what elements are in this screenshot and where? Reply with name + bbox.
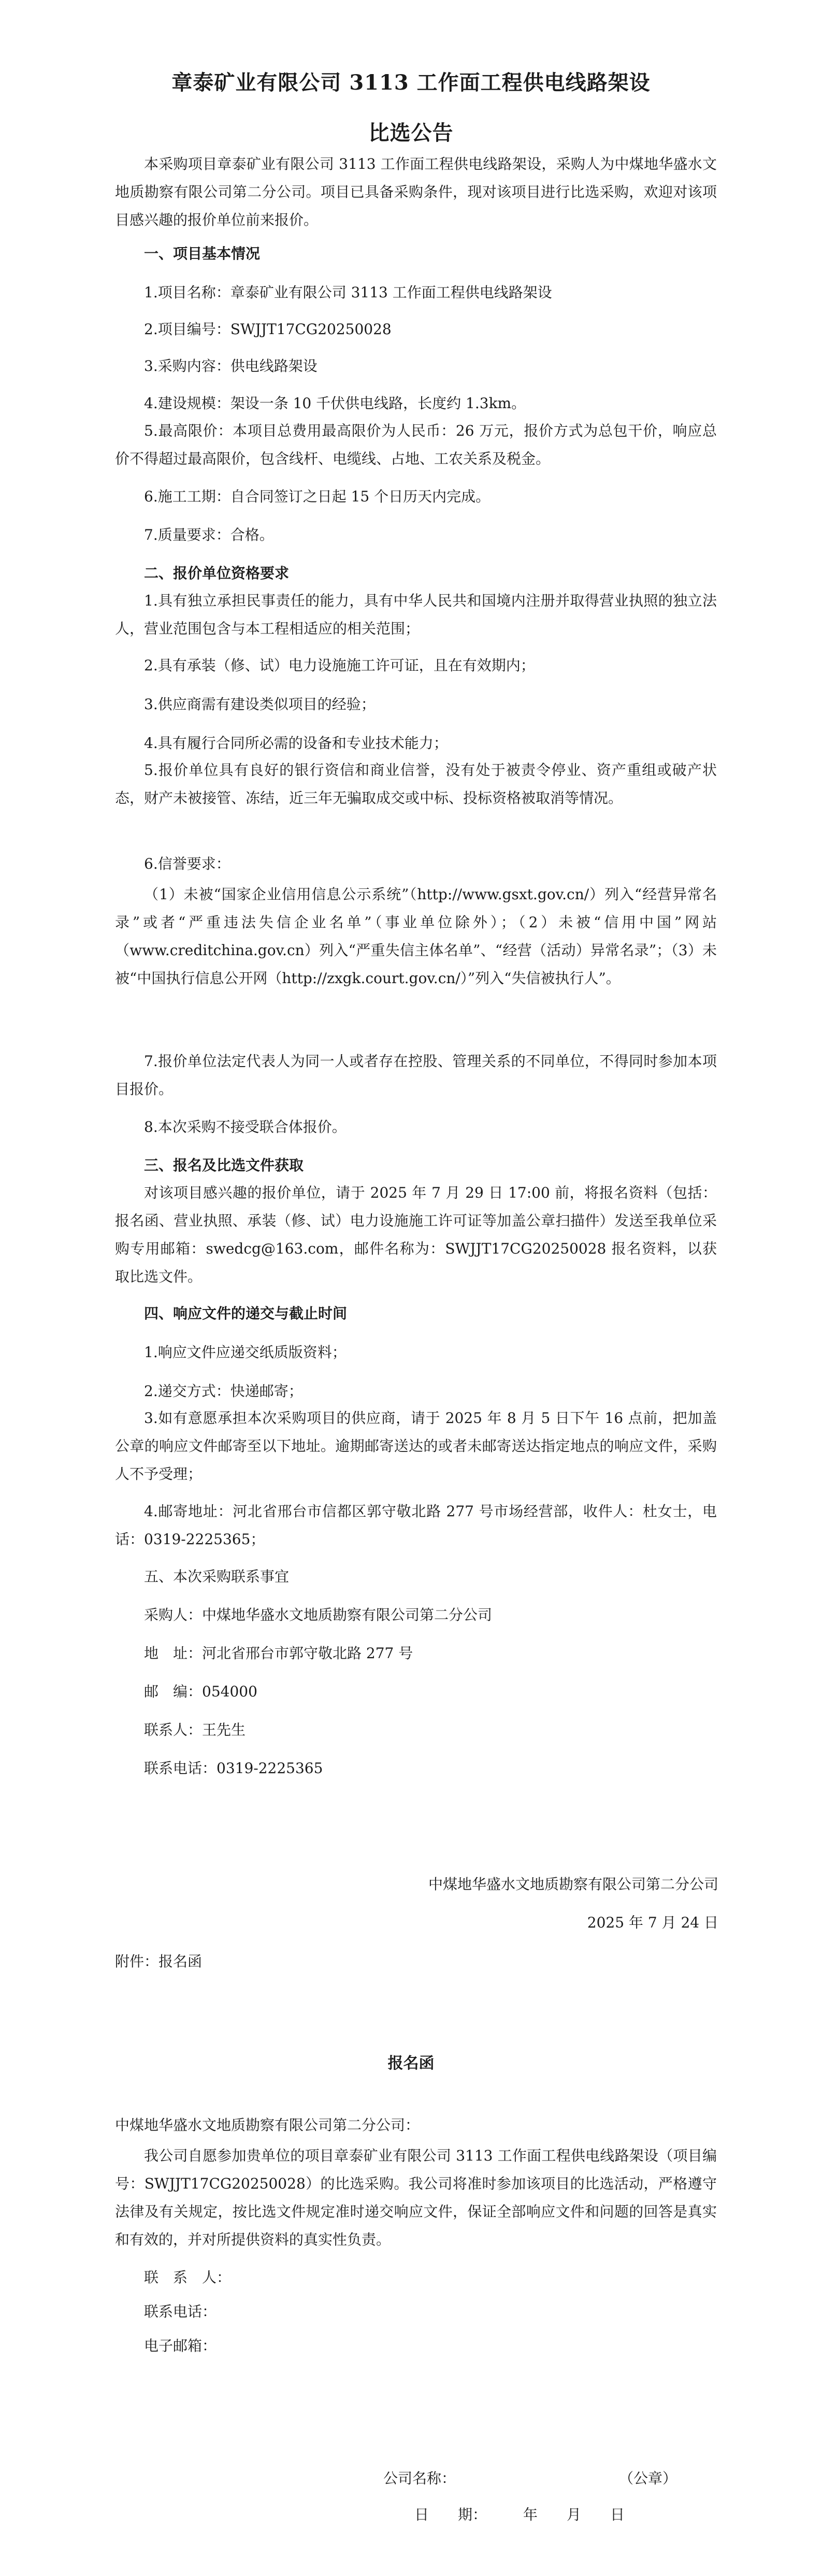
item-project-number: 2.项目编号：SWJJT17CG20250028 — [144, 321, 392, 338]
submission-3: 3.如有意愿承担本次采购项目的供应商，请于 2025 年 8 月 5 日下午 16 点前，把加盖公章的响应文件邮寄至以下地址。逾期邮寄送达的或者未邮寄送达指定地点的响应文件，采购人不予受理； — [115, 1409, 717, 1483]
section-1-heading: 一、项目基本情况 — [144, 245, 261, 262]
signature-date: 2025 年 7 月 24 日 — [587, 1914, 718, 1931]
item-procurement-content: 3.采购内容：供电线路架设 — [144, 357, 318, 375]
signature-organization: 中煤地华盛水文地质勘察有限公司第二分公司 — [428, 1876, 718, 1893]
section-5-heading: 五、本次采购联系事宜 — [144, 1568, 290, 1585]
qualification-4: 4.具有履行合同所必需的设备和专业技术能力； — [144, 735, 448, 752]
contact-buyer: 采购人：中煤地华盛水文地质勘察有限公司第二分公司 — [144, 1606, 493, 1623]
form-company-label: 公司名称： — [383, 2470, 456, 2487]
contact-person: 联系人：王先生 — [144, 1721, 246, 1738]
credit-requirement-detail: （1）未被“国家企业信用信息公示系统”（http://www.gsxt.gov.cn/）列入“经营异常名录”或者“严重违法失信企业名单”（事业单位除外）；（2）未被“信用中国”网站（www.creditchina.gov.cn）列入“严重失信主体名单”、“经营（活动）异常名录”；（3）未被“中国执行信息公开网（http://zxgk.court.gov.cn/）”列入“失信被执行人”。 — [115, 886, 717, 987]
form-date-label: 日 期： 年 月 日 — [414, 2506, 625, 2523]
qualification-2: 2.具有承装（修、试）电力设施施工许可证，且在有效期内； — [144, 657, 535, 674]
item-construction-period: 6.施工工期：自合同签订之日起 15 个日历天内完成。 — [144, 488, 491, 505]
qualification-8: 8.本次采购不接受联合体报价。 — [144, 1118, 347, 1135]
section-3-heading: 三、报名及比选文件获取 — [144, 1157, 304, 1174]
form-contact-label: 联 系 人： — [144, 2269, 232, 2286]
contact-postcode: 邮 编：054000 — [144, 1683, 257, 1700]
qualification-1: 1.具有独立承担民事责任的能力，具有中华人民共和国境内注册并取得营业执照的独立法人，营业范围包含与本工程相适应的相关范围； — [115, 592, 717, 637]
qualification-7: 7.报价单位法定代表人为同一人或者存在控股、管理关系的不同单位，不得同时参加本项目报价。 — [115, 1053, 717, 1098]
submission-1: 1.响应文件应递交纸质版资料； — [144, 1344, 347, 1361]
item-project-name: 1.项目名称：章泰矿业有限公司 3113 工作面工程供电线路架设 — [144, 284, 552, 301]
form-email-label: 电子邮箱： — [144, 2337, 217, 2354]
submission-4: 4.邮寄地址：河北省邢台市信都区郭守敬北路 277 号市场经营部，收件人：杜女士，电话：0319-2225365； — [115, 1503, 717, 1548]
form-body: 我公司自愿参加贵单位的项目章泰矿业有限公司 3113 工作面工程供电线路架设（项目编号：SWJJT17CG20250028）的比选采购。我公司将准时参加该项目的比选活动，严格遵守法律及有关规定，按比选文件规定准时递交响应文件，保证全部响应文件和问题的回答是真实和有效的，并对所提供资料的真实性负责。 — [115, 2147, 717, 2248]
contact-phone: 联系电话：0319-2225365 — [144, 1760, 323, 1777]
item-price-limit: 5.最高限价：本项目总费用最高限价为人民币：26 万元，报价方式为总包干价，响应总价不得超过最高限价，包含线杆、电缆线、占地、工农关系及税金。 — [115, 422, 717, 467]
document-title-line2: 比选公告 — [368, 121, 454, 145]
item-construction-scale: 4.建设规模：架设一条 10 千伏供电线路，长度约 1.3km。 — [144, 395, 526, 412]
section-4-heading: 四、响应文件的递交与截止时间 — [144, 1305, 348, 1322]
registration-instructions: 对该项目感兴趣的报价单位，请于 2025 年 7 月 29 日 17:00 前，将报名资料（包括：报名函、营业执照、承装（修、试）电力设施施工许可证等加盖公章扫描件）发送至我单位采购专用邮箱：swedcg@163.com，邮件名称为：SWJJT17CG20250028 报名资料，以获取比选文件。 — [115, 1184, 717, 1285]
document-title-line1: 章泰矿业有限公司 3113 工作面工程供电线路架设 — [171, 70, 651, 95]
form-seal-label: （公章） — [619, 2470, 677, 2487]
item-quality-requirement: 7.质量要求：合格。 — [144, 526, 274, 543]
contact-address: 地 址：河北省邢台市郭守敬北路 277 号 — [144, 1645, 413, 1662]
section-2-heading: 二、报价单位资格要求 — [144, 565, 290, 582]
intro-paragraph: 本采购项目章泰矿业有限公司 3113 工作面工程供电线路架设，采购人为中煤地华盛水文地质勘察有限公司第二分公司。项目已具备采购条件，现对该项目进行比选采购，欢迎对该项目感兴趣的报价单位前来报价。 — [115, 155, 717, 228]
form-title: 报名函 — [387, 2054, 435, 2073]
qualification-3: 3.供应商需有建设类似项目的经验； — [144, 696, 376, 713]
form-addressee: 中煤地华盛水文地质勘察有限公司第二分公司： — [115, 2117, 420, 2134]
form-phone-label: 联系电话： — [144, 2303, 217, 2320]
attachment-note: 附件：报名函 — [115, 1953, 203, 1970]
submission-2: 2.递交方式：快递邮寄； — [144, 1383, 303, 1400]
qualification-6: 6.信誉要求： — [144, 855, 230, 872]
qualification-5: 5.报价单位具有良好的银行资信和商业信誉，没有处于被责令停业、资产重组或破产状态，财产未被接管、冻结，近三年无骗取成交或中标、投标资格被取消等情况。 — [115, 761, 717, 807]
